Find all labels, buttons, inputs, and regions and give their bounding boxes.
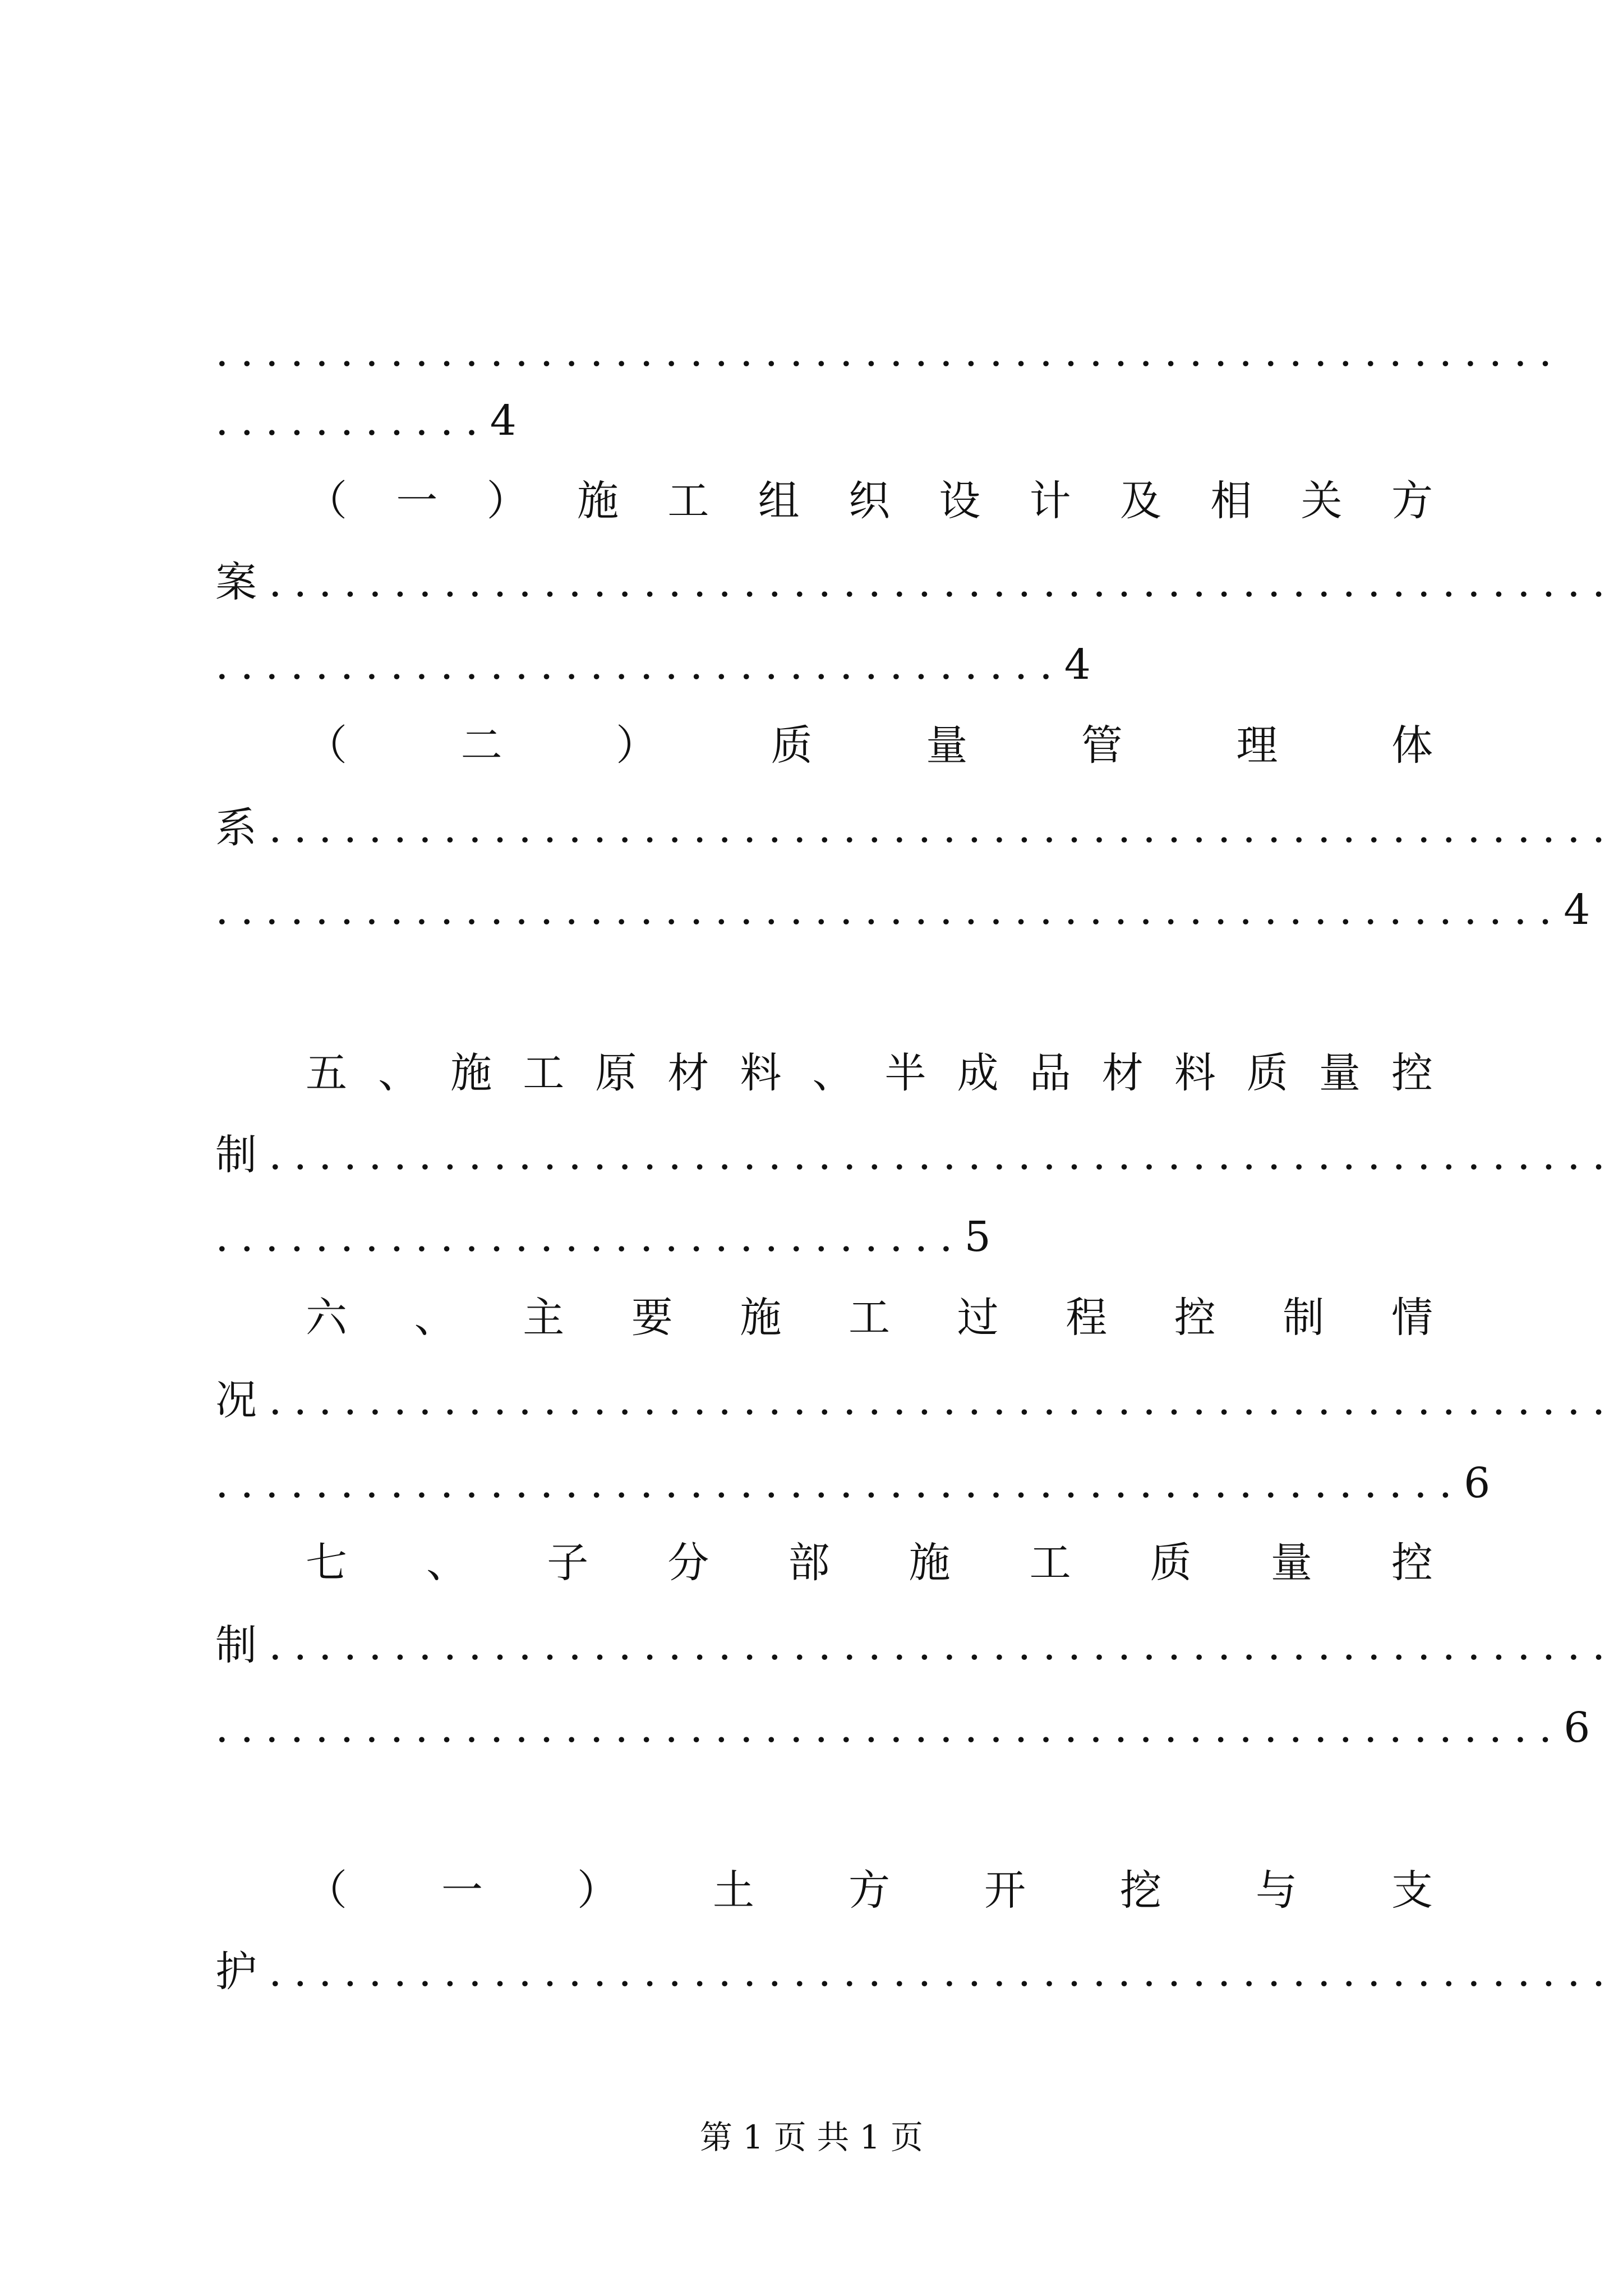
toc-char: 管 [1081, 721, 1123, 770]
toc-char: 子 [547, 1539, 589, 1587]
toc-char: 制 [1283, 1294, 1325, 1342]
toc-char: 、 [378, 1049, 420, 1097]
toc-char: 过 [957, 1294, 999, 1342]
toc-char: 原 [595, 1049, 637, 1097]
toc-char: 方 [849, 1866, 890, 1915]
toc-char: 关 [1301, 477, 1343, 525]
toc-leader-line: ...........4 [215, 397, 528, 445]
toc-char: 计 [1029, 477, 1071, 525]
toc-char: 要 [631, 1294, 673, 1342]
toc-char: 理 [1236, 721, 1278, 770]
toc-char: 施 [740, 1294, 782, 1342]
toc-char: 与 [1256, 1866, 1297, 1915]
toc-char: 控 [1174, 1294, 1216, 1342]
toc-char: 量 [1318, 1049, 1361, 1097]
toc-char: 支 [1391, 1866, 1433, 1915]
toc-char: 五 [306, 1049, 347, 1097]
toc-char: 主 [523, 1294, 565, 1342]
toc-char: （ [306, 477, 347, 525]
toc-char: 方 [1391, 477, 1433, 525]
toc-char: 控 [1391, 1539, 1433, 1587]
page-footer: 第 1 页 共 1 页 [700, 2118, 923, 2156]
toc-char: 、 [812, 1049, 854, 1097]
toc-char: 工 [848, 1294, 890, 1342]
toc-char: 分 [667, 1539, 709, 1587]
toc-entry-heading [306, 1287, 1433, 1349]
toc-char: 程 [1066, 1294, 1108, 1342]
toc-char: 质 [771, 721, 813, 770]
toc-char: 工 [1029, 1539, 1071, 1587]
toc-entry-continuation: 案...................................................... [215, 558, 1617, 606]
toc-char: 一 [396, 477, 438, 525]
toc-char: 材 [1101, 1049, 1144, 1097]
toc-char: （ [306, 1866, 347, 1915]
toc-char: 六 [306, 1294, 347, 1342]
toc-char: 情 [1391, 1294, 1433, 1342]
toc-char: 量 [1270, 1539, 1312, 1587]
toc-char: 、 [414, 1294, 456, 1342]
toc-entry-continuation: 制...................................................... [215, 1621, 1617, 1669]
toc-entry-leader: ......................................................4 [215, 886, 1602, 934]
toc-entry-leader: ......................................................6 [215, 1704, 1602, 1752]
toc-char: 部 [788, 1539, 830, 1587]
toc-char: 质 [1150, 1539, 1192, 1587]
toc-char: 设 [939, 477, 981, 525]
toc-char: 一 [441, 1866, 483, 1915]
toc-entry-continuation: 护...................................................... [215, 1948, 1617, 1996]
toc-char: ） [616, 721, 658, 770]
toc-entry-heading [306, 715, 1433, 776]
toc-char: 挖 [1120, 1866, 1161, 1915]
toc-char: 量 [926, 721, 968, 770]
toc-char: 相 [1210, 477, 1252, 525]
toc-char: 织 [848, 477, 890, 525]
toc-char: 料 [740, 1049, 782, 1097]
toc-char: 半 [884, 1049, 926, 1097]
toc-entry-continuation: 系...................................................... [215, 804, 1617, 852]
toc-char: 七 [306, 1539, 347, 1587]
toc-char: 组 [758, 477, 800, 525]
toc-leader-line: ...................................................... [215, 328, 1564, 376]
toc-char: 成 [957, 1049, 999, 1097]
toc-char: 工 [667, 477, 709, 525]
toc-char: 开 [984, 1866, 1026, 1915]
toc-entry-leader: ..................................4 [215, 641, 1103, 689]
toc-entry-continuation: 制...................................................... [215, 1131, 1617, 1179]
toc-entry-heading [306, 1042, 1433, 1104]
toc-char: （ [306, 721, 347, 770]
toc-char: 及 [1119, 477, 1161, 525]
toc-char: 品 [1029, 1049, 1071, 1097]
toc-char: 、 [426, 1539, 468, 1587]
toc-entry-leader: ..............................5 [215, 1213, 1003, 1261]
toc-char: 施 [577, 477, 619, 525]
toc-char: ） [577, 1866, 619, 1915]
toc-char: 二 [460, 721, 502, 770]
toc-char: 土 [713, 1866, 754, 1915]
toc-entry-leader: ..................................................6 [215, 1459, 1502, 1507]
toc-char: 体 [1391, 721, 1433, 770]
toc-char: 工 [523, 1049, 565, 1097]
toc-char: 材 [667, 1049, 709, 1097]
toc-entry-continuation: 况...................................................... [215, 1376, 1617, 1424]
toc-entry-heading [306, 470, 1433, 532]
toc-char: 料 [1174, 1049, 1216, 1097]
toc-char: 控 [1391, 1049, 1433, 1097]
toc-entry-heading [306, 1532, 1433, 1594]
toc-char: 施 [909, 1539, 951, 1587]
toc-char: 施 [450, 1049, 492, 1097]
toc-char: 质 [1246, 1049, 1288, 1097]
toc-char: ） [486, 477, 528, 525]
toc-entry-heading [306, 1860, 1433, 1921]
